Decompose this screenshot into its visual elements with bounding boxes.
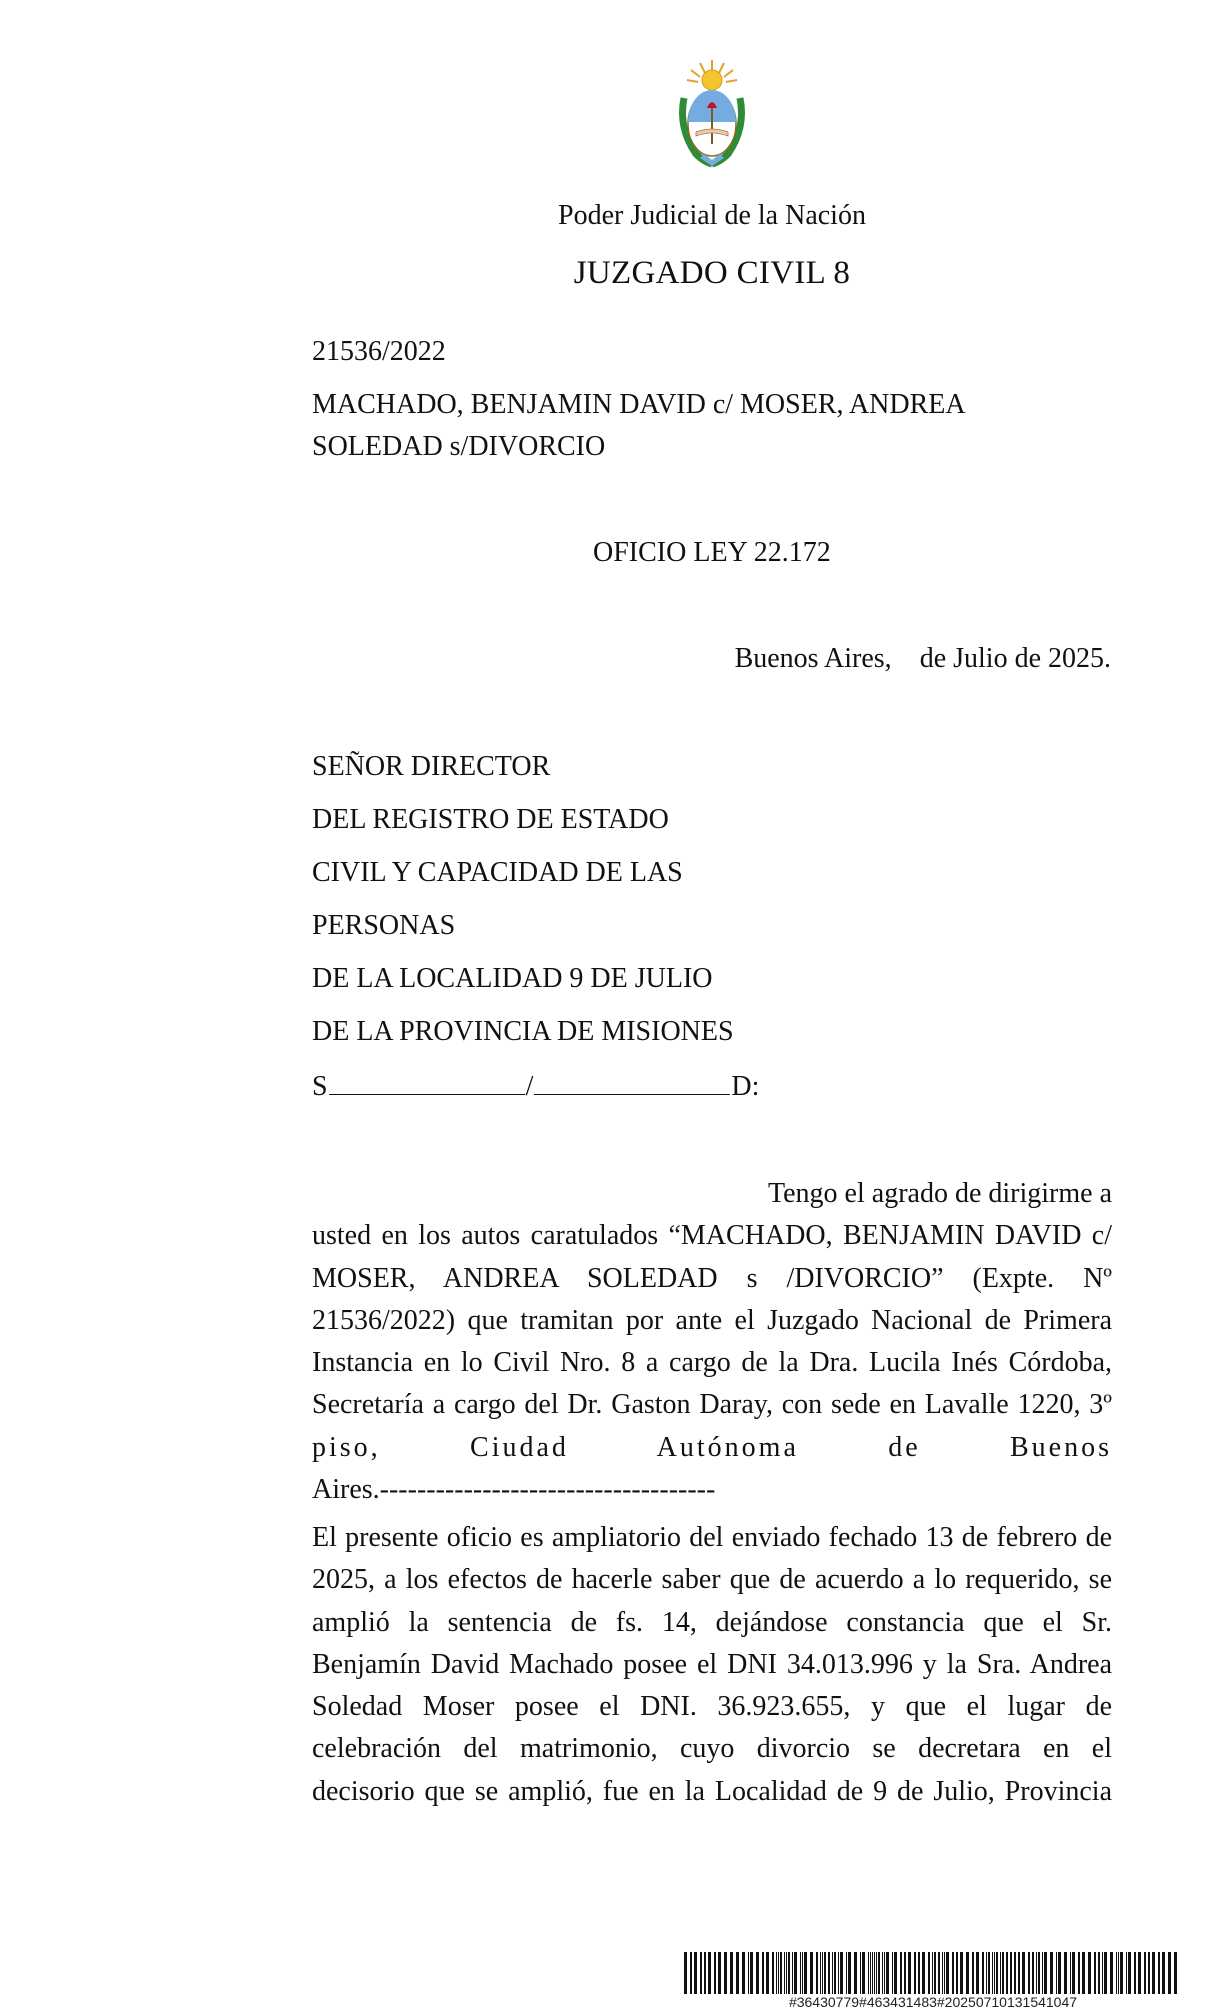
barcode-bar — [690, 1952, 692, 1994]
paragraph-line: 2025, a los efectos de hacerle saber que de acuerdo a lo requerido, se — [312, 1564, 1112, 1596]
barcode-bar — [766, 1952, 769, 1994]
paragraph-line: Instancia en lo Civil Nro. 8 a cargo de la Dra. Lucila Inés Córdoba, — [312, 1347, 1112, 1379]
barcode-bar — [878, 1952, 880, 1994]
barcode-bar — [946, 1952, 949, 1994]
barcode-bar — [794, 1952, 797, 1994]
barcode-bar — [976, 1952, 979, 1994]
barcode-bar — [804, 1952, 807, 1994]
barcode-bar — [938, 1952, 940, 1994]
barcode-bar — [700, 1952, 702, 1994]
barcode-bar — [1162, 1952, 1165, 1994]
barcode-bar — [1050, 1952, 1053, 1994]
barcode-bar — [832, 1952, 833, 1994]
barcode-bar — [1014, 1952, 1016, 1994]
barcode-bar — [1056, 1952, 1057, 1994]
paragraph-2 — [312, 1517, 1112, 1813]
paragraph-line: 21536/2022) que tramitan por ante el Juzgado Nacional de Primera — [312, 1304, 1112, 1336]
barcode-bar — [704, 1952, 706, 1994]
barcode-bar — [892, 1952, 893, 1994]
institution-name: Poder Judicial de la Nación — [558, 200, 866, 231]
barcode-bar — [874, 1952, 875, 1994]
barcode-bar — [1002, 1952, 1004, 1994]
case-number: 21536/2022 — [312, 336, 446, 367]
barcode-bar — [724, 1952, 727, 1994]
barcode-bar — [802, 1952, 803, 1994]
paragraph-line: MOSER, ANDREA SOLEDAD s /DIVORCIO” (Expte. Nº — [312, 1262, 1112, 1294]
barcode-bar — [828, 1952, 830, 1994]
barcode-bar — [762, 1952, 764, 1994]
barcode-bar — [988, 1952, 990, 1994]
barcode-bar — [1098, 1952, 1100, 1994]
barcode-bar — [846, 1952, 847, 1994]
barcode-bar — [834, 1952, 836, 1994]
document-type: OFICIO LEY 22.172 — [593, 537, 831, 568]
barcode-bar — [918, 1952, 920, 1994]
paragraph-1 — [312, 1173, 1112, 1511]
barcode-bar — [900, 1952, 902, 1994]
barcode-bar — [960, 1952, 963, 1994]
barcode-bar — [1000, 1952, 1001, 1994]
case-title-line-1: MACHADO, BENJAMIN DAVID c/ MOSER, ANDREA — [312, 389, 966, 420]
barcode-bar — [1116, 1952, 1117, 1994]
barcode-bar — [914, 1952, 916, 1994]
barcode-bar — [784, 1952, 785, 1994]
barcode-bar — [788, 1952, 790, 1994]
court-name: JUZGADO CIVIL 8 — [573, 255, 851, 291]
barcode-bar — [942, 1952, 943, 1994]
barcode-bar — [838, 1952, 839, 1994]
barcode-bar — [1102, 1952, 1103, 1994]
barcode-bar — [994, 1952, 995, 1994]
barcode-bar — [982, 1952, 984, 1994]
paragraph-line: Benjamín David Machado posee el DNI 34.013.996 y la Sra. Andrea — [312, 1648, 1112, 1680]
barcode-bar — [1072, 1952, 1075, 1994]
barcode-bar — [810, 1952, 813, 1994]
barcode-bar — [750, 1952, 753, 1994]
barcode-bar — [1070, 1952, 1071, 1994]
barcode-bar — [824, 1952, 826, 1994]
barcode-bar — [1010, 1952, 1012, 1994]
barcode-bar — [1126, 1952, 1127, 1994]
paragraph-line: Aires.------------------------------------ — [312, 1474, 716, 1506]
date-rest: de Julio de 2025. — [919, 643, 1111, 674]
barcode-bar — [792, 1952, 793, 1994]
barcode-bar — [1134, 1952, 1136, 1994]
barcode-bar — [884, 1952, 885, 1994]
barcode-bar — [718, 1952, 721, 1994]
barcode-bar — [1018, 1952, 1020, 1994]
barcode-bar — [1148, 1952, 1150, 1994]
barcode-bar — [756, 1952, 759, 1994]
barcode-bar — [992, 1952, 993, 1994]
barcode-bar — [934, 1952, 936, 1994]
barcode-bar — [1036, 1952, 1037, 1994]
barcode-bar — [944, 1952, 945, 1994]
barcode-bar — [772, 1952, 774, 1994]
barcode-bar — [778, 1952, 779, 1994]
barcode-bar — [894, 1952, 897, 1994]
paragraph-line: El presente oficio es ampliatorio del enviado fechado 13 de febrero de — [312, 1522, 1112, 1553]
barcode-bar — [966, 1952, 969, 1994]
barcode-bar — [816, 1952, 818, 1994]
barcode-bar — [1032, 1952, 1034, 1994]
barcode-bar — [780, 1952, 782, 1994]
barcode-bar — [908, 1952, 911, 1994]
barcode-bar — [694, 1952, 697, 1994]
barcode-bar — [1138, 1952, 1141, 1994]
barcode-bar — [1104, 1952, 1107, 1994]
paragraph-line: usted en los autos caratulados “MACHADO, BENJAMIN DAVID c/ — [312, 1220, 1112, 1252]
barcode-bar — [1144, 1952, 1146, 1994]
barcode-bar — [922, 1952, 925, 1994]
barcode-bar — [822, 1952, 823, 1994]
barcode-bar — [742, 1952, 745, 1994]
barcode-bar — [996, 1952, 998, 1994]
barcode-bar — [972, 1952, 974, 1994]
barcode-bar — [1168, 1952, 1171, 1994]
barcode-bar — [952, 1952, 954, 1994]
barcode-bar — [714, 1952, 716, 1994]
barcode-icon — [684, 1952, 1182, 1994]
barcode-bar — [1094, 1952, 1096, 1994]
barcode-bar — [840, 1952, 843, 1994]
barcode-bar — [1038, 1952, 1040, 1994]
barcode-bar — [1118, 1952, 1119, 1994]
barcode-bar — [1152, 1952, 1155, 1994]
barcode-bar — [786, 1952, 787, 1994]
barcode-bar — [1082, 1952, 1085, 1994]
barcode-bar — [730, 1952, 733, 1994]
barcode-bar — [748, 1952, 749, 1994]
addressee-line: SEÑOR DIRECTOR — [312, 751, 551, 782]
barcode-bar — [986, 1952, 987, 1994]
barcode-bar — [1058, 1952, 1061, 1994]
barcode-bar — [876, 1952, 877, 1994]
barcode-bar — [1110, 1952, 1113, 1994]
barcode-bar — [886, 1952, 889, 1994]
barcode-bar — [1006, 1952, 1008, 1994]
argentine-coat-of-arms-icon — [674, 58, 750, 170]
paragraph-line: decisorio que se amplió, fue en la Localidad de 9 de Julio, Provincia — [312, 1775, 1112, 1807]
barcode-bar — [870, 1952, 871, 1994]
addressee-line: PERSONAS — [312, 910, 456, 941]
barcode-text: #36430779#463431483#20250710131541047 — [788, 1994, 1078, 2010]
barcode-bar — [800, 1952, 801, 1994]
case-title-line-2: SOLEDAD s/DIVORCIO — [312, 431, 606, 462]
barcode-bar — [1088, 1952, 1091, 1994]
addressee-line: DE LA LOCALIDAD 9 DE JULIO — [312, 963, 713, 994]
barcode-bar — [956, 1952, 958, 1994]
barcode-bar — [708, 1952, 711, 1994]
paragraph-line: celebración del matrimonio, cuyo divorcio se decretara en el — [312, 1733, 1112, 1765]
barcode-bar — [848, 1952, 851, 1994]
barcode-bar — [1078, 1952, 1080, 1994]
barcode-bar — [882, 1952, 883, 1994]
barcode-bar — [1042, 1952, 1043, 1994]
barcode-bar — [1128, 1952, 1131, 1994]
salutation: S / D: — [312, 1071, 760, 1102]
paragraph-line: amplió la sentencia de fs. 14, dejándose constancia que el Sr. — [312, 1606, 1112, 1638]
date-line — [735, 643, 1111, 675]
barcode-bar — [854, 1952, 857, 1994]
barcode-bar — [932, 1952, 933, 1994]
addressee-line: DEL REGISTRO DE ESTADO — [312, 804, 669, 835]
barcode-bar — [776, 1952, 777, 1994]
barcode-bar — [872, 1952, 873, 1994]
addressee-line: CIVIL Y CAPACIDAD DE LAS — [312, 857, 683, 888]
paragraph-line: piso, Ciudad Autónoma de Buenos — [312, 1431, 1112, 1463]
barcode-bar — [860, 1952, 861, 1994]
barcode-bar — [1028, 1952, 1030, 1994]
barcode-bar — [1120, 1952, 1123, 1994]
barcode-bar — [868, 1952, 869, 1994]
barcode-bar — [1174, 1952, 1177, 1994]
paragraph-line: Tengo el agrado de dirigirme a — [767, 1178, 1112, 1209]
barcode-bar — [904, 1952, 906, 1994]
addressee-line: DE LA PROVINCIA DE MISIONES — [312, 1016, 734, 1047]
barcode-bar — [820, 1952, 821, 1994]
barcode-bar — [862, 1952, 865, 1994]
paragraph-line: Secretaría a cargo del Dr. Gaston Daray, con sede en Lavalle 1220, 3º — [312, 1389, 1112, 1421]
barcode-bar — [1022, 1952, 1025, 1994]
barcode-bar — [736, 1952, 739, 1994]
barcode-bar — [1158, 1952, 1160, 1994]
date-place: Buenos Aires, — [734, 643, 892, 674]
barcode-bar — [1064, 1952, 1067, 1994]
barcode-bar — [928, 1952, 930, 1994]
paragraph-line: Soledad Moser posee el DNI. 36.923.655, y que el lugar de — [312, 1691, 1112, 1723]
barcode-bar — [1044, 1952, 1047, 1994]
barcode-bar — [684, 1952, 687, 1994]
